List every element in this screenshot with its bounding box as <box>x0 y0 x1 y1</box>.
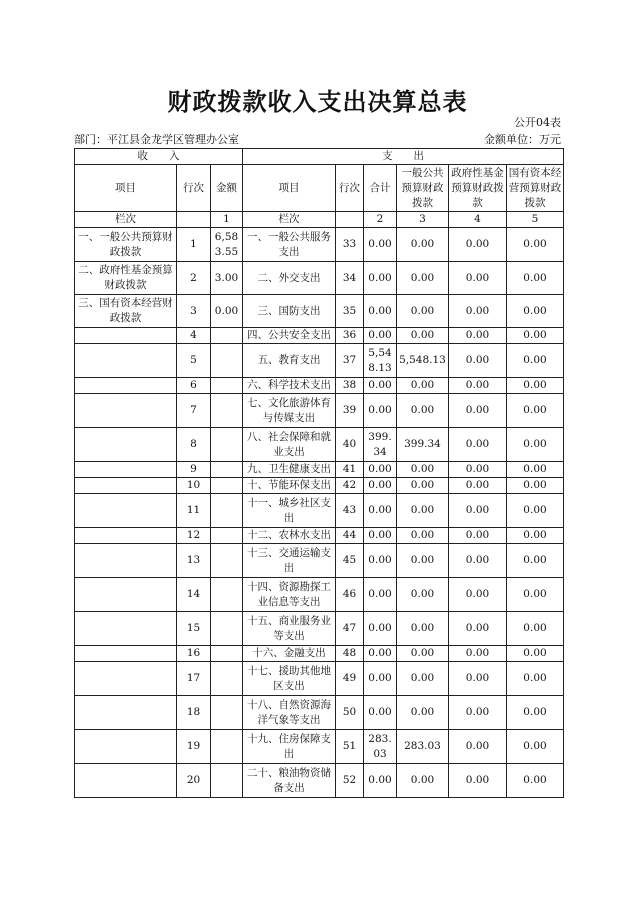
gov-fund-amount: 0.00 <box>449 730 507 764</box>
income-amount: 6,583.55 <box>211 228 243 262</box>
table-row <box>75 478 564 494</box>
income-amount <box>211 494 243 528</box>
expense-row-no: 37 <box>336 344 364 378</box>
expense-row-no: 42 <box>336 478 364 494</box>
expense-total: 5,548.13 <box>364 344 397 378</box>
expense-row-no: 35 <box>336 295 364 328</box>
income-amount <box>211 696 243 730</box>
income-amount <box>211 428 243 462</box>
income-row-no: 4 <box>177 328 211 344</box>
gov-fund-amount: 0.00 <box>449 646 507 662</box>
income-item <box>75 478 177 494</box>
state-capital-amount: 0.00 <box>507 228 564 262</box>
state-capital-amount: 0.00 <box>507 578 564 612</box>
income-amount <box>211 612 243 646</box>
table-row <box>75 344 564 378</box>
state-capital-amount: 0.00 <box>507 612 564 646</box>
expense-row-no: 33 <box>336 228 364 262</box>
general-budget-amount: 0.00 <box>397 662 449 696</box>
expense-total: 399.34 <box>364 428 397 462</box>
expense-item: 十四、资源勘探工业信息等支出 <box>243 578 336 612</box>
income-item <box>75 662 177 696</box>
expense-total: 0.00 <box>364 378 397 394</box>
income-amount: 0.00 <box>211 295 243 328</box>
expense-item: 五、教育支出 <box>243 344 336 378</box>
income-item: 三、国有资本经营财政拨款 <box>75 295 177 328</box>
general-budget-amount: 0.00 <box>397 378 449 394</box>
page-title: 财政拨款收入支出决算总表 <box>167 87 468 116</box>
income-item <box>75 378 177 394</box>
gov-fund-amount: 0.00 <box>449 295 507 328</box>
general-budget-amount: 0.00 <box>397 494 449 528</box>
income-row-no: 17 <box>177 662 211 696</box>
expense-row-no: 40 <box>336 428 364 462</box>
state-capital-amount: 0.00 <box>507 494 564 528</box>
expense-total: 0.00 <box>364 544 397 578</box>
table-row <box>75 428 564 462</box>
income-row-no: 5 <box>177 344 211 378</box>
income-rowno-header: 行次 <box>177 165 211 212</box>
expense-item: 十七、援助其他地区支出 <box>243 662 336 696</box>
expense-row-no: 45 <box>336 544 364 578</box>
table-row <box>75 328 564 344</box>
expense-row-no: 48 <box>336 646 364 662</box>
table-row <box>75 612 564 646</box>
expense-row-no: 44 <box>336 528 364 544</box>
income-row-no: 2 <box>177 262 211 295</box>
gov-fund-amount: 0.00 <box>449 262 507 295</box>
general-budget-amount: 0.00 <box>397 578 449 612</box>
expense-row-no: 47 <box>336 612 364 646</box>
income-header: 收 入 <box>75 149 243 165</box>
expense-row-no: 38 <box>336 378 364 394</box>
table-row <box>75 378 564 394</box>
expense-row-no: 39 <box>336 394 364 428</box>
expense-item: 八、社会保障和就业支出 <box>243 428 336 462</box>
income-item <box>75 528 177 544</box>
gov-fund-amount: 0.00 <box>449 228 507 262</box>
expense-total: 0.00 <box>364 262 397 295</box>
table-row <box>75 662 564 696</box>
general-budget-amount: 0.00 <box>397 478 449 494</box>
expense-total: 0.00 <box>364 662 397 696</box>
gov-fund-amount: 0.00 <box>449 696 507 730</box>
expense-item: 十一、城乡社区支出 <box>243 494 336 528</box>
expense-rowno-header: 行次 <box>336 165 364 212</box>
general-budget-amount: 0.00 <box>397 544 449 578</box>
expense-item: 二十、粮油物资储备支出 <box>243 764 336 798</box>
state-capital-amount: 0.00 <box>507 295 564 328</box>
general-budget-amount: 283.03 <box>397 730 449 764</box>
column-index-label-2: 栏次 <box>243 212 336 228</box>
gov-fund-amount: 0.00 <box>449 494 507 528</box>
expense-item-header: 项目 <box>243 165 336 212</box>
column-index-5: 5 <box>507 212 564 228</box>
income-item <box>75 544 177 578</box>
general-budget-amount: 399.34 <box>397 428 449 462</box>
income-row-no: 6 <box>177 378 211 394</box>
gov-fund-amount: 0.00 <box>449 478 507 494</box>
income-item <box>75 494 177 528</box>
expense-item: 十六、金融支出 <box>243 646 336 662</box>
table-row <box>75 646 564 662</box>
general-budget-amount: 5,548.13 <box>397 344 449 378</box>
income-item <box>75 646 177 662</box>
income-item <box>75 328 177 344</box>
income-row-no: 10 <box>177 478 211 494</box>
expense-row-no: 41 <box>336 462 364 478</box>
income-row-no: 20 <box>177 764 211 798</box>
table-row <box>75 394 564 428</box>
state-capital-amount: 0.00 <box>507 428 564 462</box>
expense-total: 0.00 <box>364 612 397 646</box>
expense-row-no: 52 <box>336 764 364 798</box>
expense-item: 十二、农林水支出 <box>243 528 336 544</box>
income-row-no: 8 <box>177 428 211 462</box>
income-item <box>75 394 177 428</box>
gov-fund-amount: 0.00 <box>449 378 507 394</box>
state-capital-header: 国有资本经营预算财政拨款 <box>507 165 564 212</box>
gov-fund-amount: 0.00 <box>449 462 507 478</box>
expense-row-no: 51 <box>336 730 364 764</box>
general-budget-amount: 0.00 <box>397 228 449 262</box>
gov-fund-amount: 0.00 <box>449 328 507 344</box>
income-amount <box>211 646 243 662</box>
gov-fund-amount: 0.00 <box>449 544 507 578</box>
expense-item: 一、一般公共服务支出 <box>243 228 336 262</box>
state-capital-amount: 0.00 <box>507 730 564 764</box>
income-item <box>75 730 177 764</box>
income-amount <box>211 378 243 394</box>
expense-item: 七、文化旅游体育与传媒支出 <box>243 394 336 428</box>
income-row-no: 9 <box>177 462 211 478</box>
income-amount-header: 金额 <box>211 165 243 212</box>
expense-item: 二、外交支出 <box>243 262 336 295</box>
general-budget-amount: 0.00 <box>397 612 449 646</box>
income-amount <box>211 662 243 696</box>
expense-item: 六、科学技术支出 <box>243 378 336 394</box>
expense-row-no: 36 <box>336 328 364 344</box>
gov-fund-amount: 0.00 <box>449 764 507 798</box>
general-budget-amount: 0.00 <box>397 696 449 730</box>
state-capital-amount: 0.00 <box>507 328 564 344</box>
income-row-no: 14 <box>177 578 211 612</box>
income-amount: 3.00 <box>211 262 243 295</box>
income-item <box>75 344 177 378</box>
state-capital-amount: 0.00 <box>507 262 564 295</box>
expense-total: 0.00 <box>364 295 397 328</box>
state-capital-amount: 0.00 <box>507 764 564 798</box>
expense-item: 十九、住房保障支出 <box>243 730 336 764</box>
state-capital-amount: 0.00 <box>507 478 564 494</box>
expense-item: 十三、交通运输支出 <box>243 544 336 578</box>
income-amount <box>211 462 243 478</box>
table-row <box>75 696 564 730</box>
form-number: 公开04表 <box>514 116 561 129</box>
expense-total: 0.00 <box>364 462 397 478</box>
expense-total: 0.00 <box>364 696 397 730</box>
gov-fund-amount: 0.00 <box>449 662 507 696</box>
expense-item: 十、节能环保支出 <box>243 478 336 494</box>
income-item <box>75 462 177 478</box>
column-index-label: 栏次 <box>75 212 177 228</box>
column-index-1: 1 <box>211 212 243 228</box>
general-budget-amount: 0.00 <box>397 462 449 478</box>
table-row <box>75 544 564 578</box>
expense-row-no: 46 <box>336 578 364 612</box>
gov-fund-amount: 0.00 <box>449 578 507 612</box>
income-row-no: 12 <box>177 528 211 544</box>
expense-row-no: 49 <box>336 662 364 696</box>
state-capital-amount: 0.00 <box>507 528 564 544</box>
table-row <box>75 494 564 528</box>
expense-item: 四、公共安全支出 <box>243 328 336 344</box>
income-amount <box>211 764 243 798</box>
table-row <box>75 295 564 328</box>
income-amount <box>211 478 243 494</box>
table-row <box>75 528 564 544</box>
expense-total: 0.00 <box>364 328 397 344</box>
gov-fund-amount: 0.00 <box>449 394 507 428</box>
department-label: 部门：平江县金龙学区管理办公室 <box>74 133 239 146</box>
income-item <box>75 696 177 730</box>
income-amount <box>211 328 243 344</box>
expense-total: 0.00 <box>364 764 397 798</box>
expense-total: 0.00 <box>364 394 397 428</box>
table-row <box>75 578 564 612</box>
expense-item: 十八、自然资源海洋气象等支出 <box>243 696 336 730</box>
gov-fund-amount: 0.00 <box>449 528 507 544</box>
general-budget-header: 一般公共预算财政拨款 <box>397 165 449 212</box>
gov-fund-amount: 0.00 <box>449 344 507 378</box>
state-capital-amount: 0.00 <box>507 544 564 578</box>
income-row-no: 19 <box>177 730 211 764</box>
income-amount <box>211 730 243 764</box>
general-budget-amount: 0.00 <box>397 394 449 428</box>
expense-row-no: 34 <box>336 262 364 295</box>
income-amount <box>211 544 243 578</box>
income-row-no: 11 <box>177 494 211 528</box>
expense-total: 0.00 <box>364 228 397 262</box>
income-amount <box>211 344 243 378</box>
table-row <box>75 764 564 798</box>
expense-header: 支 出 <box>243 149 564 165</box>
general-budget-amount: 0.00 <box>397 262 449 295</box>
budget-summary-table <box>74 148 564 798</box>
expense-row-no: 43 <box>336 494 364 528</box>
expense-total: 0.00 <box>364 528 397 544</box>
income-item: 一、一般公共预算财政拨款 <box>75 228 177 262</box>
income-row-no: 15 <box>177 612 211 646</box>
column-index-4: 4 <box>449 212 507 228</box>
expense-item: 九、卫生健康支出 <box>243 462 336 478</box>
state-capital-amount: 0.00 <box>507 378 564 394</box>
expense-item: 三、国防支出 <box>243 295 336 328</box>
gov-fund-amount: 0.00 <box>449 612 507 646</box>
income-item: 二、政府性基金预算财政拨款 <box>75 262 177 295</box>
income-row-no: 1 <box>177 228 211 262</box>
expense-total: 0.00 <box>364 478 397 494</box>
gov-fund-header: 政府性基金预算财政拨款 <box>449 165 507 212</box>
income-amount <box>211 394 243 428</box>
general-budget-amount: 0.00 <box>397 764 449 798</box>
amount-unit-label: 金额单位：万元 <box>484 133 561 146</box>
income-row-no: 13 <box>177 544 211 578</box>
column-index-3: 3 <box>397 212 449 228</box>
expense-row-no: 50 <box>336 696 364 730</box>
general-budget-amount: 0.00 <box>397 295 449 328</box>
state-capital-amount: 0.00 <box>507 696 564 730</box>
income-item <box>75 428 177 462</box>
income-row-no: 7 <box>177 394 211 428</box>
income-row-no: 18 <box>177 696 211 730</box>
expense-total: 283.03 <box>364 730 397 764</box>
table-row <box>75 262 564 295</box>
income-row-no: 3 <box>177 295 211 328</box>
state-capital-amount: 0.00 <box>507 462 564 478</box>
income-item-header: 项目 <box>75 165 177 212</box>
state-capital-amount: 0.00 <box>507 344 564 378</box>
state-capital-amount: 0.00 <box>507 662 564 696</box>
income-item <box>75 578 177 612</box>
table-row <box>75 228 564 262</box>
expense-total: 0.00 <box>364 578 397 612</box>
income-row-no: 16 <box>177 646 211 662</box>
total-header: 合计 <box>364 165 397 212</box>
column-index-blank-2 <box>336 212 364 228</box>
income-amount <box>211 578 243 612</box>
expense-total: 0.00 <box>364 646 397 662</box>
expense-item: 十五、商业服务业等支出 <box>243 612 336 646</box>
table-row <box>75 730 564 764</box>
general-budget-amount: 0.00 <box>397 328 449 344</box>
general-budget-amount: 0.00 <box>397 646 449 662</box>
state-capital-amount: 0.00 <box>507 394 564 428</box>
gov-fund-amount: 0.00 <box>449 428 507 462</box>
income-amount <box>211 528 243 544</box>
general-budget-amount: 0.00 <box>397 528 449 544</box>
expense-total: 0.00 <box>364 494 397 528</box>
column-index-2: 2 <box>364 212 397 228</box>
column-index-blank <box>177 212 211 228</box>
income-item <box>75 612 177 646</box>
state-capital-amount: 0.00 <box>507 646 564 662</box>
table-row <box>75 462 564 478</box>
income-item <box>75 764 177 798</box>
